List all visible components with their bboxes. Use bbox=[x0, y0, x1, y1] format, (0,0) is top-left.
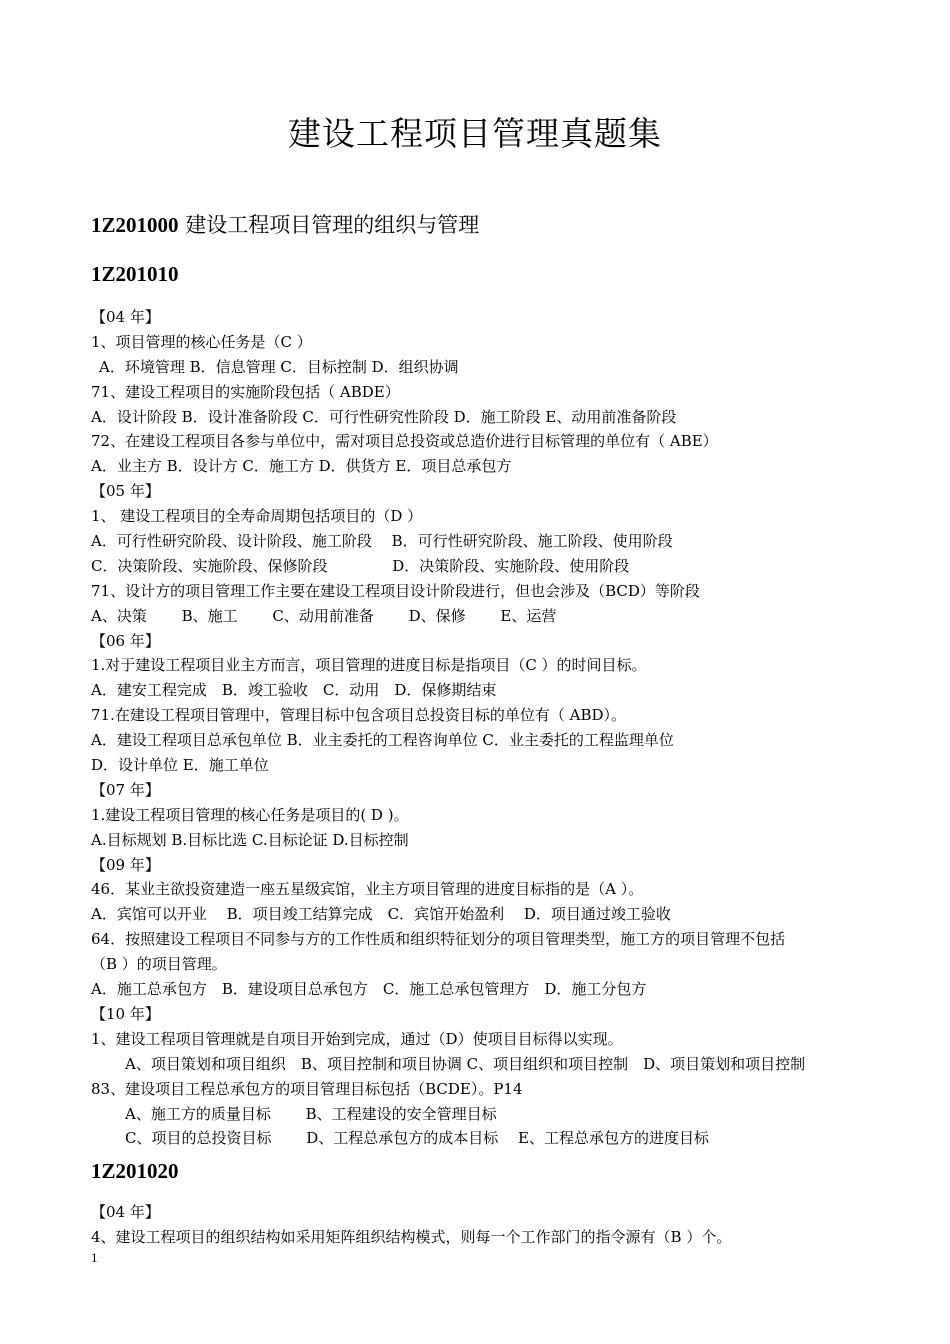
options-line: C、项目的总投资目标 D、工程总承包方的成本目标 E、工程总承包方的进度目标 bbox=[125, 1129, 709, 1148]
question-line: 1.对于建设工程项目业主方而言，项目管理的进度目标是指项目（C ）的时间目标。 bbox=[91, 656, 647, 675]
chapter-code: 1Z201000 bbox=[91, 213, 179, 237]
page-number: 1 bbox=[91, 1250, 98, 1265]
question-line: 1、建设工程项目管理就是自项目开始到完成，通过（D）使项目目标得以实现。 bbox=[91, 1029, 623, 1048]
year-marker: 【06 年】 bbox=[91, 631, 160, 650]
question-list-2 bbox=[91, 1200, 891, 1250]
question-line: 71、设计方的项目管理工作主要在建设工程项目设计阶段进行，但也会涉及（BCD）等阶段 bbox=[91, 581, 700, 600]
question-line: 71、建设工程项目的实施阶段包括（ ABDE） bbox=[91, 382, 400, 401]
options-line: A、施工方的质量目标 B、工程建设的安全管理目标 bbox=[125, 1104, 497, 1123]
year-marker: 【07 年】 bbox=[91, 780, 160, 799]
options-line: A、项目策划和项目组织 B、项目控制和项目协调 C、项目组织和项目控制 D、项目策划和项目控制 bbox=[125, 1054, 806, 1073]
question-line: 83、建设项目工程总承包方的项目管理目标包括（BCDE）。P14 bbox=[91, 1079, 523, 1098]
question-line: 1.建设工程项目管理的核心任务是项目的( D )。 bbox=[91, 805, 409, 824]
options-line: A．施工总承包方 B．建设项目总承包方 C．施工总承包管理方 D．施工分包方 bbox=[91, 980, 647, 999]
chapter-title: 建设工程项目管理的组织与管理 bbox=[178, 213, 480, 237]
question-line: 64．按照建设工程项目不同参与方的工作性质和组织特征划分的项目管理类型，施工方的项目管理不包括 bbox=[91, 930, 786, 949]
question-list-1 bbox=[91, 305, 891, 1151]
section-heading-2: 1Z201020 bbox=[91, 1159, 179, 1183]
options-line: A、决策 B、施工 C、动用前准备 D、保修 E、运营 bbox=[91, 606, 557, 625]
year-marker: 【09 年】 bbox=[91, 855, 160, 874]
options-line: C．决策阶段、实施阶段、保修阶段 D．决策阶段、实施阶段、使用阶段 bbox=[91, 556, 630, 575]
options-line: A．建安工程完成 B．竣工验收 C．动用 D．保修期结束 bbox=[91, 681, 497, 700]
question-line: 46．某业主欲投资建造一座五星级宾馆，业主方项目管理的进度目标指的是（A ）。 bbox=[91, 880, 644, 899]
options-line: A．宾馆可以开业 B．项目竣工结算完成 C．宾馆开始盈利 D．项目通过竣工验收 bbox=[91, 905, 671, 924]
question-line: 72、在建设工程项目各参与单位中，需对项目总投资或总造价进行目标管理的单位有（ ABE） bbox=[91, 432, 718, 451]
options-line: A．环境管理 B．信息管理 C．目标控制 D．组织协调 bbox=[99, 357, 459, 376]
year-marker: 【04 年】 bbox=[91, 1203, 160, 1221]
options-line: A．可行性研究阶段、设计阶段、施工阶段 B．可行性研究阶段、施工阶段、使用阶段 bbox=[91, 532, 673, 551]
chapter-heading bbox=[91, 209, 479, 239]
question-line-continued: （B ）的项目管理。 bbox=[91, 955, 227, 974]
question-line: 4、建设工程项目的组织结构如采用矩阵组织结构模式，则每一个工作部门的指令源有（B ）个。 bbox=[91, 1227, 732, 1246]
year-marker: 【05 年】 bbox=[91, 482, 160, 501]
question-line: 1、 建设工程项目的全寿命周期包括项目的（D ） bbox=[91, 507, 423, 526]
year-marker: 【10 年】 bbox=[91, 1004, 160, 1023]
question-line: 1、项目管理的核心任务是（C ） bbox=[91, 332, 312, 351]
options-line: D．设计单位 E．施工单位 bbox=[91, 756, 269, 775]
options-line: A．设计阶段 B．设计准备阶段 C．可行性研究性阶段 D．施工阶段 E、动用前准备阶段 bbox=[91, 407, 677, 426]
options-line: A．业主方 B．设计方 C．施工方 D．供货方 E．项目总承包方 bbox=[91, 457, 512, 476]
year-marker: 【04 年】 bbox=[91, 308, 160, 326]
document-title: 建设工程项目管理真题集 bbox=[288, 114, 662, 153]
options-line: A．建设工程项目总承包单位 B．业主委托的工程咨询单位 C．业主委托的工程监理单位 bbox=[91, 731, 674, 750]
section-heading-1: 1Z201010 bbox=[91, 262, 179, 286]
options-line: A.目标规划 B.目标比选 C.目标论证 D.目标控制 bbox=[91, 830, 409, 849]
question-line: 71.在建设工程项目管理中，管理目标中包含项目总投资目标的单位有（ ABD）。 bbox=[91, 706, 627, 725]
